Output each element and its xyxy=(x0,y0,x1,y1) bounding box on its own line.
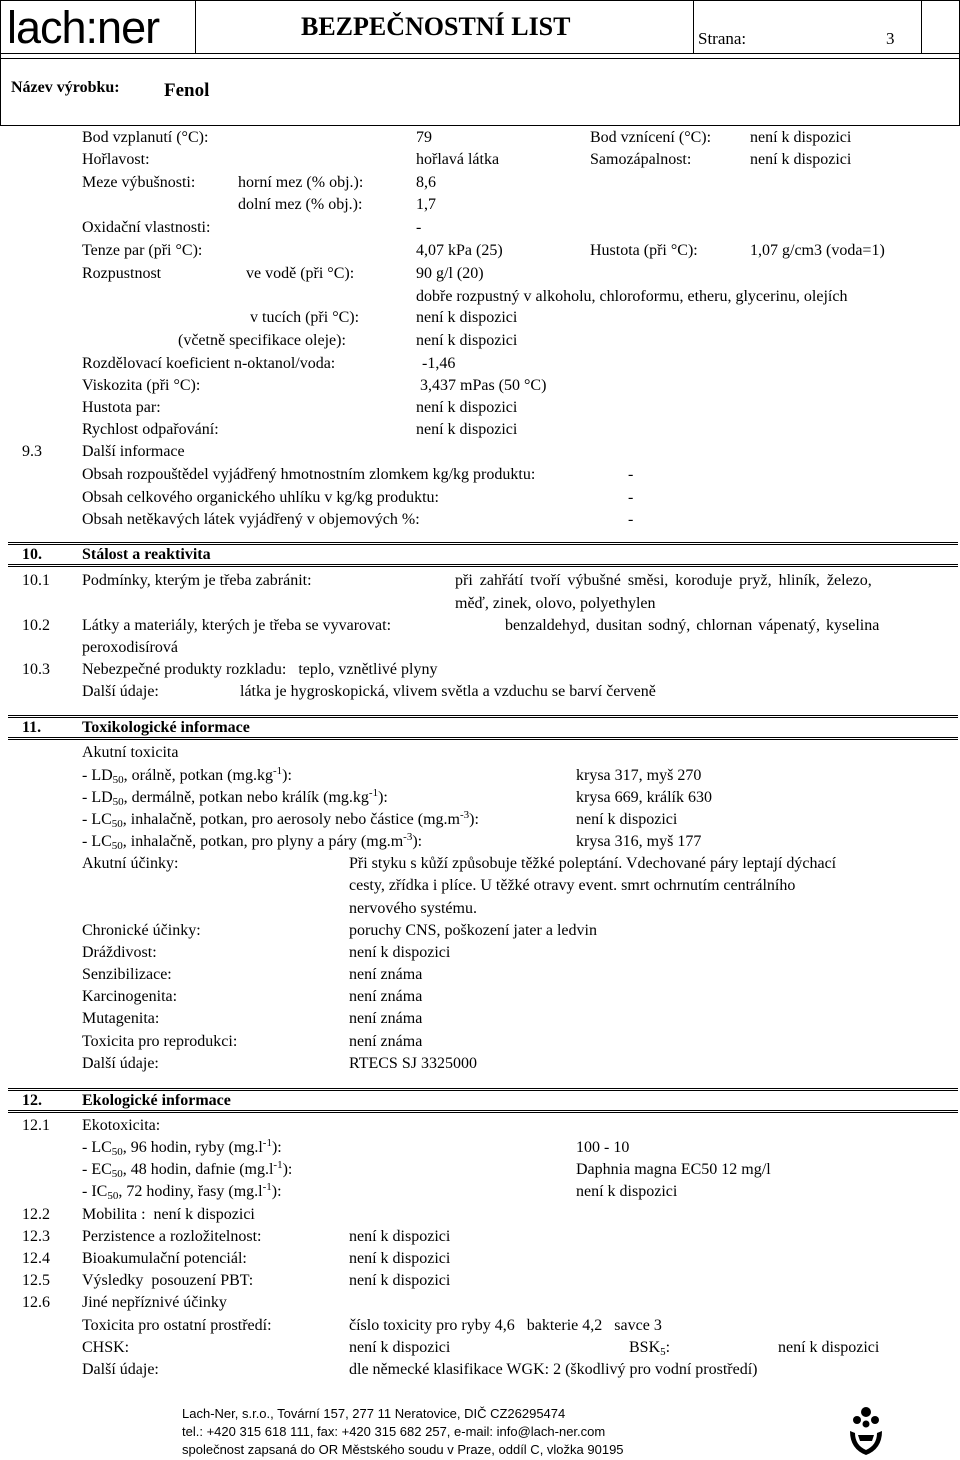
materials-value: benzaldehyd, dusitan sodný, chlornan vápenatý, kyselina xyxy=(505,617,880,634)
flammability-label: Hořlavost: xyxy=(82,151,150,168)
lower-limit-value: 1,7 xyxy=(416,196,436,213)
section-number: 10. xyxy=(22,546,42,563)
subsection-number: 10.2 xyxy=(22,617,50,634)
reproductive-toxicity-label: Toxicita pro reprodukci: xyxy=(82,1033,238,1050)
pbt-label: Výsledky posouzení PBT: xyxy=(82,1272,254,1289)
water-solubility-label: ve vodě (při °C): xyxy=(246,265,355,282)
nonvolatile-value: - xyxy=(628,511,634,528)
ld50-dermal-value: krysa 669, králík 630 xyxy=(576,789,712,806)
extra-info-value: dle německé klasifikace WGK: 2 (škodlivý pro vodní prostředí) xyxy=(349,1361,758,1378)
self-ignition-value: není k dispozici xyxy=(750,151,852,168)
product-label: Název výrobku: xyxy=(11,79,120,96)
ec50-daphnia-value: Daphnia magna EC50 12 mg/l xyxy=(576,1161,771,1178)
header-divider xyxy=(921,1,922,53)
lc50-aerosol-value: není k dispozici xyxy=(576,811,678,828)
ec50-daphnia-label: - $EC_{50}$, 48 hodin, dafnie $(mg.l^{-1})$: xyxy=(82,1159,293,1180)
vapor-pressure-label: Tenze par (při °C): xyxy=(82,242,203,259)
water-solubility-value: 90 g/l (20) xyxy=(416,265,484,282)
organic-carbon-value: - xyxy=(628,489,634,506)
lower-limit-label: dolní mez (% obj.): xyxy=(238,196,363,213)
subsection-number: 10.3 xyxy=(22,661,50,678)
solvent-content-value: - xyxy=(628,466,634,483)
header-divider xyxy=(693,1,694,53)
subsection-number: 12.5 xyxy=(22,1272,50,1289)
section-11-header xyxy=(8,715,958,740)
extra-info-label: Další údaje: xyxy=(82,1361,159,1378)
footer-contact: tel.: +420 315 618 111, fax: +420 315 682 257, e-mail: info@lach-ner.com xyxy=(182,1424,606,1439)
flash-point-value: 79 xyxy=(416,129,432,146)
company-logo: lach:ner xyxy=(7,2,160,53)
upper-limit-label: horní mez (% obj.): xyxy=(238,174,364,191)
partition-coef-value: -1,46 xyxy=(422,355,456,372)
subsection-number: 9.3 xyxy=(22,443,42,460)
section-10-header xyxy=(8,542,958,567)
self-ignition-label: Samozápalnost: xyxy=(590,151,692,168)
page-label: Strana: xyxy=(698,29,747,48)
materials-label: Látky a materiály, kterých je třeba se vyvarovat: xyxy=(82,617,392,634)
reproductive-toxicity-value: není známa xyxy=(349,1033,423,1050)
page-number: 3 xyxy=(886,29,895,48)
acute-effects-label: Akutní účinky: xyxy=(82,855,179,872)
section-title: Ekologické informace xyxy=(82,1092,231,1109)
subsection-number: 12.6 xyxy=(22,1294,50,1311)
other-toxicity-label: Toxicita pro ostatní prostředí: xyxy=(82,1317,272,1334)
lc50-gas-value: krysa 316, myš 177 xyxy=(576,833,702,850)
lc50-fish-label: - $LC_{50}$, 96 hodin, ryby $(mg.l^{-1})$: xyxy=(82,1137,282,1158)
oxidizing-label: Oxidační vlastnosti: xyxy=(82,219,211,236)
materials-value-cont: peroxodisírová xyxy=(82,639,178,656)
acute-effects-value: Při styku s kůží způsobuje těžké poleptání. Vdechované páry leptají dýchací xyxy=(349,855,837,872)
other-info-label: Další informace xyxy=(82,443,185,460)
header-rule xyxy=(1,58,959,59)
ld50-oral-value: krysa 317, myš 270 xyxy=(576,767,702,784)
bioaccumulation-value: není k dispozici xyxy=(349,1250,451,1267)
solvent-content-label: Obsah rozpouštědel vyjádřený hmotnostním zlomkem kg/kg produktu: xyxy=(82,466,536,483)
fat-solubility-label: v tucích (při °C): xyxy=(250,309,360,326)
ignition-value: není k dispozici xyxy=(750,129,852,146)
section-title: Stálost a reaktivita xyxy=(82,546,211,563)
subsection-number: 12.2 xyxy=(22,1206,50,1223)
ld50-dermal-label: - $LD_{50}$, dermálně, potkan nebo králík $(mg.kg^{-1})$: xyxy=(82,787,388,808)
section-number: 11. xyxy=(22,719,42,736)
ic50-algae-value: není k dispozici xyxy=(576,1183,678,1200)
sensitization-label: Senzibilizace: xyxy=(82,966,172,983)
extra-info-value: látka je hygroskopická, vlivem světla a vzduchu se barví červeně xyxy=(240,683,656,700)
viscosity-label: Viskozita (při °C): xyxy=(82,377,201,394)
persistence-label: Perzistence a rozložitelnost: xyxy=(82,1228,262,1245)
bod-label: $BSK_5$: xyxy=(629,1339,671,1358)
extra-info-label: Další údaje: xyxy=(82,1055,159,1072)
ic50-algae-label: - $IC_{50}$, 72 hodiny, řasy $(mg.l^{-1})$: xyxy=(82,1181,282,1202)
mobility: Mobilita : není k dispozici xyxy=(82,1206,255,1223)
conditions-label: Podmínky, kterým je třeba zabránit: xyxy=(82,572,312,589)
document-header xyxy=(0,0,960,126)
company-footer xyxy=(182,1405,624,1459)
lc50-gas-label: - $LC_{50}$, inhalačně, potkan, pro plyny a páry $(mg.m^{-3})$: xyxy=(82,831,423,852)
vapor-pressure-value: 4,07 kPa (25) xyxy=(416,242,503,259)
extra-info-label: Další údaje: xyxy=(82,683,159,700)
conditions-value-cont: měď, zinek, olovo, polyethylen xyxy=(455,595,656,612)
oxidizing-value: - xyxy=(416,219,422,236)
solubility-note: dobře rozpustný v alkoholu, chloroformu, etheru, glycerinu, olejích xyxy=(416,288,848,305)
evaporation-value: není k dispozici xyxy=(416,421,518,438)
chronic-effects-value: poruchy CNS, poškození jater a ledvin xyxy=(349,922,597,939)
ignition-label: Bod vznícení (°C): xyxy=(590,129,712,146)
header-divider xyxy=(195,1,196,53)
cod-value: není k dispozici xyxy=(349,1339,451,1356)
irritation-value: není k dispozici xyxy=(349,944,451,961)
ecotoxicity-heading: Ekotoxicita: xyxy=(82,1117,161,1134)
subsection-number: 12.3 xyxy=(22,1228,50,1245)
section-number: 12. xyxy=(22,1092,42,1109)
flammability-value: hořlavá látka xyxy=(416,151,500,168)
ld50-oral-label: - $LD_{50}$, orálně, potkan $(mg.kg^{-1})$: xyxy=(82,765,292,786)
decomposition-products: Nebezpečné produkty rozkladu: teplo, vznětlivé plyny xyxy=(82,661,438,678)
viscosity-value: 3,437 mPas (50 °C) xyxy=(420,377,547,394)
acute-effects-value-cont: cesty, zřídka i plíce. U těžké otravy event. smrt ochrnutím centrálního xyxy=(349,877,796,894)
bod-value: není k dispozici xyxy=(778,1339,880,1356)
subsection-number: 12.1 xyxy=(22,1117,50,1134)
product-name: Fenol xyxy=(164,80,210,101)
vapor-density-value: není k dispozici xyxy=(416,399,518,416)
section-title: Toxikologické informace xyxy=(82,719,250,736)
fat-solubility-value: není k dispozici xyxy=(416,309,518,326)
partition-coef-label: Rozdělovací koeficient n-oktanol/voda: xyxy=(82,355,336,372)
footer-registration: společnost zapsaná do OR Městského soudu v Praze, oddíl C, vložka 90195 xyxy=(182,1442,624,1457)
footer-address: Lach-Ner, s.r.o., Tovární 157, 277 11 Neratovice, DIČ CZ26295474 xyxy=(182,1406,566,1421)
nonvolatile-label: Obsah netěkavých látek vyjádřený v objemových %: xyxy=(82,511,420,528)
pbt-value: není k dispozici xyxy=(349,1272,451,1289)
subsection-number: 10.1 xyxy=(22,572,50,589)
extra-info-value: RTECS SJ 3325000 xyxy=(349,1055,477,1072)
density-value: 1,07 g/cm3 (voda=1) xyxy=(750,242,885,259)
header-rule xyxy=(1,53,959,54)
organic-carbon-label: Obsah celkového organického uhlíku v kg/kg produktu: xyxy=(82,489,439,506)
cod-label: CHSK: xyxy=(82,1339,130,1356)
document-title: BEZPEČNOSTNÍ LIST xyxy=(301,12,571,41)
carcinogenicity-label: Karcinogenita: xyxy=(82,988,178,1005)
evaporation-label: Rychlost odpařování: xyxy=(82,421,219,438)
flash-point-label: Bod vzplanutí (°C): xyxy=(82,129,209,146)
mutagenicity-label: Mutagenita: xyxy=(82,1010,160,1027)
lc50-aerosol-label: - $LC_{50}$, inhalačně, potkan, pro aerosoly nebo částice $(mg.m^{-3})$: xyxy=(82,809,479,830)
oil-spec-label: (včetně specifikace oleje): xyxy=(178,332,346,349)
bioaccumulation-label: Bioakumulační potenciál: xyxy=(82,1250,247,1267)
other-effects-heading: Jiné nepříznivé účinky xyxy=(82,1294,227,1311)
density-label: Hustota (při °C): xyxy=(590,242,698,259)
oil-spec-value: není k dispozici xyxy=(416,332,518,349)
other-toxicity-value: číslo toxicity pro ryby 4,6 bakterie 4,2 savce 3 xyxy=(349,1317,662,1334)
section-12-header xyxy=(8,1088,958,1113)
vapor-density-label: Hustota par: xyxy=(82,399,161,416)
explosion-limits-label: Meze výbušnosti: xyxy=(82,174,196,191)
mutagenicity-value: není známa xyxy=(349,1010,423,1027)
chronic-effects-label: Chronické účinky: xyxy=(82,922,201,939)
lc50-fish-value: 100 - 10 xyxy=(576,1139,630,1156)
irritation-label: Dráždivost: xyxy=(82,944,157,961)
acute-toxicity-heading: Akutní toxicita xyxy=(82,744,179,761)
solubility-label: Rozpustnost xyxy=(82,265,162,282)
safety-hands-icon xyxy=(846,1405,886,1457)
sensitization-value: není známa xyxy=(349,966,423,983)
persistence-value: není k dispozici xyxy=(349,1228,451,1245)
upper-limit-value: 8,6 xyxy=(416,174,436,191)
carcinogenicity-value: není známa xyxy=(349,988,423,1005)
conditions-value: při zahřátí tvoří výbušné směsi, koroduje pryž, hliník, železo, xyxy=(455,572,872,589)
acute-effects-value-cont: nervového systému. xyxy=(349,900,477,917)
subsection-number: 12.4 xyxy=(22,1250,50,1267)
